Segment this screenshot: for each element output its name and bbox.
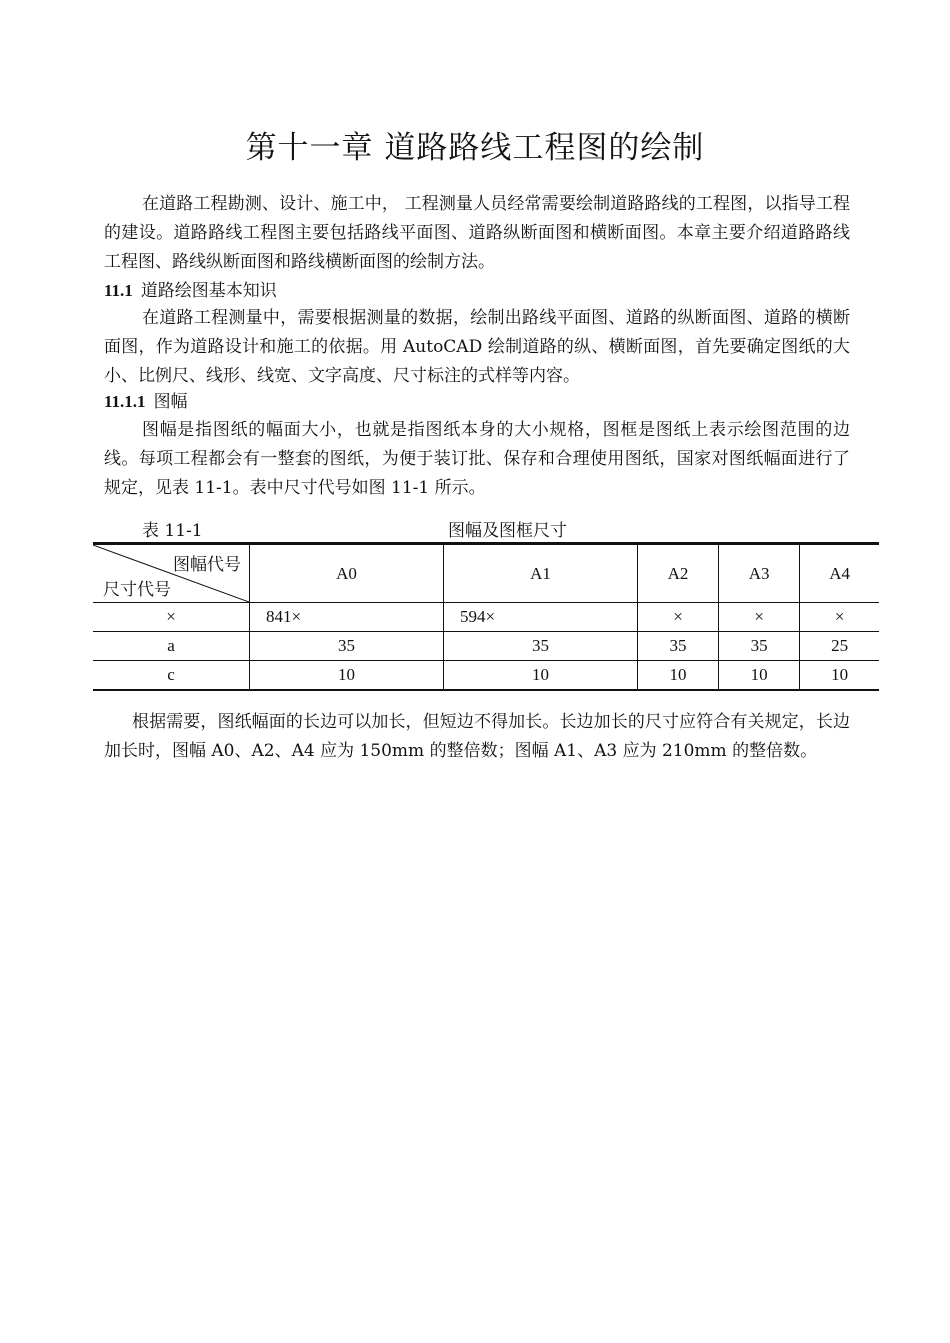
table-cell: 841× <box>250 603 444 632</box>
table-cell: 25 <box>800 632 879 661</box>
row-label: a <box>93 632 250 661</box>
row-label: × <box>93 603 250 632</box>
column-header: A4 <box>800 544 879 603</box>
row-label: c <box>93 661 250 691</box>
table-row <box>93 661 879 691</box>
table-cell: 35 <box>444 632 638 661</box>
section-2-paragraph: 图幅是指图纸的幅面大小，也就是指图纸本身的大小规格，图框是图纸上表示绘图范围的边线。每项工程都会有一整套的图纸，为便于装订批、保存和合理使用图纸，国家对图纸幅面进行了规定，见表 11-1。表中尺寸代号如图 11-1 所示。 <box>104 420 850 498</box>
section-heading-11-1-1 <box>104 389 188 415</box>
section-heading-11-1 <box>104 278 277 304</box>
closing-paragraph: 根据需要，图纸幅面的长边可以加长，但短边不得加长。长边加长的尺寸应符合有关规定，长边加长时，图幅 A0、A2、A4 应为 150mm 的整倍数；图幅 A1、A3 应为 210mm 的整倍数。 <box>104 712 850 761</box>
table-cell: 10 <box>800 661 879 691</box>
section-title: 道路绘图基本知识 <box>140 281 277 301</box>
table-cell: 10 <box>719 661 800 691</box>
table-cell: 35 <box>638 632 719 661</box>
table-cell: × <box>800 603 879 632</box>
table-cell: 594× <box>444 603 638 632</box>
table-row <box>93 632 879 661</box>
column-header: A1 <box>444 544 638 603</box>
intro-paragraph: 在道路工程勘测、设计、施工中， 工程测量人员经常需要绘制道路路线的工程图，以指导工程的建设。道路路线工程图主要包括路线平面图、道路纵断面图和横断面图。本章主要介绍道路路线工程图、路线纵断面图和路线横断面图的绘制方法。 <box>104 194 850 272</box>
section-number: 11.1 <box>104 281 133 300</box>
chapter-title: 第十一章 道路路线工程图的绘制 <box>245 130 705 166</box>
table-cell: 35 <box>250 632 444 661</box>
table-cell: 10 <box>250 661 444 691</box>
column-header: A0 <box>250 544 444 603</box>
table-cell: 35 <box>719 632 800 661</box>
column-header: A3 <box>719 544 800 603</box>
column-header: A2 <box>638 544 719 603</box>
section-1-paragraph: 在道路工程测量中，需要根据测量的数据，绘制出路线平面图、道路的纵断面图、道路的横断面图，作为道路设计和施工的依据。用 AutoCAD 绘制道路的纵、横断面图，首先要确定图纸的大小、比例尺、线形、线宽、文字高度、尺寸标注的式样等内容。 <box>104 308 850 386</box>
table-number: 表 11-1 <box>142 521 203 541</box>
section-title: 图幅 <box>153 392 188 412</box>
table-header-row <box>93 544 879 603</box>
table-cell: × <box>638 603 719 632</box>
table-row <box>93 603 879 632</box>
table-cell: × <box>719 603 800 632</box>
corner-top-label: 图幅代号 <box>173 555 241 574</box>
table-cell: 10 <box>444 661 638 691</box>
section-number: 11.1.1 <box>104 392 146 411</box>
paper-size-table <box>93 542 879 691</box>
table-corner-cell <box>93 544 250 603</box>
table-cell: 10 <box>638 661 719 691</box>
table-caption: 图幅及图框尺寸 <box>448 521 567 541</box>
corner-bottom-label: 尺寸代号 <box>103 580 171 599</box>
